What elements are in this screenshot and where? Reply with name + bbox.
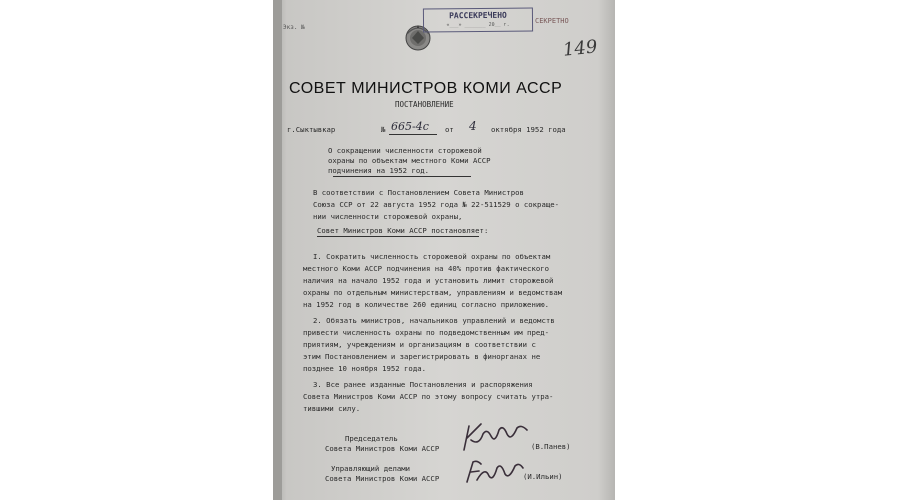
- sig2-org: Совета Министров Коми АССР: [325, 474, 440, 483]
- page-binding-edge: [273, 0, 282, 500]
- subject-line-3: подчинения на 1952 год.: [328, 166, 430, 175]
- preamble-line-3: нии численности сторожевой охраны,: [313, 212, 463, 221]
- sig2-name: (И.Ильин): [523, 472, 563, 481]
- document-subtitle: ПОСТАНОВЛЕНИЕ: [395, 100, 454, 109]
- header-city: г.Сыктывкар: [287, 125, 336, 134]
- subject-line-1: О сокращении численности сторожевой: [328, 146, 482, 155]
- p2-line-5: позднее 10 ноября 1952 года.: [303, 364, 427, 373]
- p1-line-5: на 1952 год в количестве 260 единиц согласно приложению.: [303, 300, 550, 309]
- signature-2-icon: [463, 456, 525, 486]
- sig2-role: Управляющий делами: [331, 464, 411, 473]
- resolves-line: Совет Министров Коми АССР постановляет:: [317, 226, 489, 235]
- document-title: СОВЕТ МИНИСТРОВ КОМИ АССР: [289, 80, 563, 97]
- p3-line-2: Совета Министров Коми АССР по этому вопросу считать утра-: [303, 392, 554, 401]
- number-underline: [389, 134, 437, 135]
- p1-line-2: местного Коми АССР подчинения на 40% против фактического: [303, 264, 550, 273]
- secret-stamp: СЕКРЕТНО: [535, 17, 569, 25]
- p2-line-3: приятиям, учреждениям и организациям в соответствии с: [303, 340, 536, 349]
- header-date-prefix: от: [445, 125, 454, 134]
- subject-line-2: охраны по объектам местного Коми АССР: [328, 156, 491, 165]
- resolves-underline: [317, 236, 479, 237]
- sig1-org: Совета Министров Коми АССР: [325, 444, 440, 453]
- subject-underline: [333, 176, 471, 177]
- stamp-date: «___» _______ 20__ г.: [446, 21, 510, 29]
- copy-number-label: Экз. №: [283, 24, 305, 31]
- document-page: [273, 0, 615, 500]
- preamble-line-2: Союза ССР от 22 августа 1952 года № 22-511529 о сокраще-: [313, 200, 560, 209]
- p1-line-4: охраны по отдельным министерствам, управлениям и ведомствам: [303, 288, 563, 297]
- p1-line-1: I. Сократить численность сторожевой охраны по объектам: [313, 252, 551, 261]
- declassified-stamp: [423, 8, 533, 33]
- sig1-role: Председатель: [345, 434, 398, 443]
- signature-1-icon: [461, 420, 531, 454]
- header-number-value: 665-4с: [391, 120, 429, 133]
- p3-line-1: 3. Все ранее изданные Постановления и распоряжения: [313, 380, 533, 389]
- header-date-rest: октября 1952 года: [491, 125, 566, 134]
- header-number-label: №: [381, 125, 386, 134]
- header-date-day: 4: [469, 119, 477, 133]
- preamble-line-1: В соответствии с Постановлением Совета Министров: [313, 188, 524, 197]
- p3-line-3: тившими силу.: [303, 404, 361, 413]
- sig1-name: (В.Панев): [531, 442, 571, 451]
- p2-line-2: привести численность охраны по подведомственным им пред-: [303, 328, 550, 337]
- handwritten-page-number: 149: [561, 36, 599, 61]
- p2-line-4: этим Постановлением и зарегистрировать в финорганах не: [303, 352, 541, 361]
- p2-line-1: 2. Обязать министров, начальников управлений и ведомств: [313, 316, 555, 325]
- stamp-title: РАССЕКРЕЧЕНО: [449, 10, 507, 21]
- p1-line-3: наличия на начало 1952 года и установить лимит сторожевой: [303, 276, 554, 285]
